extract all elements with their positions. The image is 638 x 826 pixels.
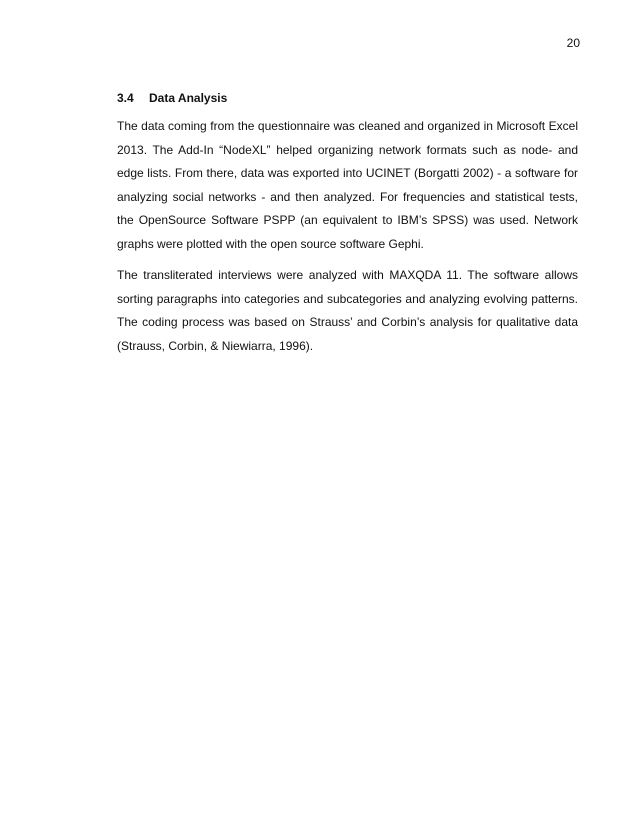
page-number: 20 — [566, 36, 580, 50]
section-heading — [117, 91, 227, 105]
section-body — [117, 115, 578, 366]
paragraph-data-processing: The data coming from the questionnaire was cleaned and organized in Microsoft Excel 2013. The Add-In “NodeXL” helped organizing network formats such as node- and edge lists. From there, data was exported into UCINET (Borgatti 2002) - a software for analyzing social networks - and then analyzed. For frequencies and statistical tests, the OpenSource Software PSPP (an equivalent to IBM’s SPSS) was used. Network graphs were plotted with the open source software Gephi. — [117, 119, 578, 251]
paragraph-interview-analysis: The transliterated interviews were analyzed with MAXQDA 11. The software allows sorting paragraphs into categories and subcategories and analyzing evolving patterns. The coding process was based on Strauss’ and Corbin’s analysis for qualitative data (Strauss, Corbin, & Niewiarra, 1996). — [117, 268, 578, 353]
section-number: 3.4 — [117, 91, 134, 105]
section-title: Data Analysis — [149, 91, 228, 105]
